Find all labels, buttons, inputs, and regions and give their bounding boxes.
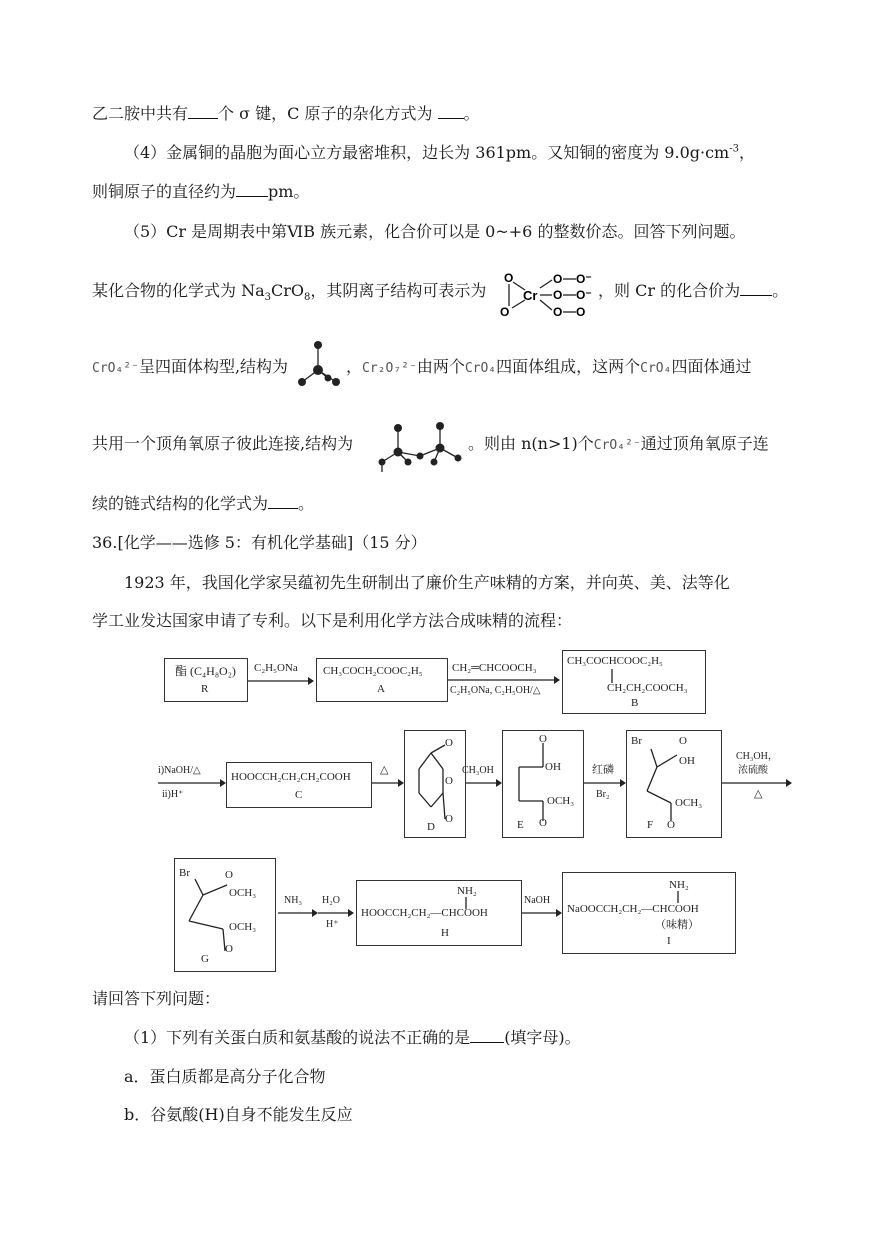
arrow-2-reagent: CH₂═CHCOOCH₃ — [452, 662, 537, 674]
q36-para1: 1923 年，我国化学家吴蕴初先生研制出了廉价生产味精的方案，并向英、美、法等化 — [124, 573, 730, 592]
dichromate-structure — [376, 418, 468, 474]
arrow-1 — [248, 676, 312, 686]
q5-line3a: 共用一个顶角氧原子彼此连接,结构为 — [92, 434, 354, 453]
q5-line1: 某化合物的化学式为 $Na_3CrO_8$，其阴离子结构可表示为 — [92, 281, 487, 304]
svg-text:O: O — [553, 288, 563, 302]
arrow-2-conditions: C₂H₅ONa, C₂H₅OH/△ — [450, 685, 541, 696]
q5-line4: 续的链式结构的化学式为 。 — [92, 494, 315, 513]
arrow-3 — [158, 778, 224, 788]
arrow-9 — [318, 908, 352, 918]
option-a[interactable]: a．蛋白质都是高分子化合物 — [124, 1067, 326, 1086]
arrow-6-reagent2: Br₂ — [596, 789, 610, 800]
q5-line2b: ，Cr₂O₇²⁻由两个CrO₄四面体组成，这两个CrO₄四面体通过 — [346, 357, 752, 376]
arrow-4 — [372, 778, 402, 788]
arrow-3-step1: i)NaOH/△ — [158, 765, 201, 776]
arrow-9-reagent: H₂O — [322, 895, 340, 906]
arrow-8 — [278, 908, 316, 918]
svg-text:O: O — [576, 305, 586, 319]
q5-line3b: 。则由 n(n>1)个CrO₄²⁻通过顶角氧原子连 — [468, 434, 769, 453]
svg-text:O: O — [500, 305, 510, 319]
compound-A: CH₃COCH₂COOC₂H₅ A — [316, 658, 448, 702]
arrow-1-label: C₂H₅ONa — [254, 662, 298, 674]
compound-R: 酯 (C₄H₈O₂) R — [164, 658, 248, 702]
answer-blank[interactable] — [236, 182, 268, 197]
svg-text:O⁻: O⁻ — [576, 272, 592, 286]
arrow-5 — [466, 778, 500, 788]
answer-blank[interactable] — [438, 104, 464, 119]
arrow-7 — [722, 778, 792, 788]
svg-text:O⁻: O⁻ — [576, 288, 592, 302]
compound-D: O O O D — [404, 730, 466, 838]
arrow-6-reagent: 红磷 — [592, 764, 614, 776]
compound-E: O OH OCH₃ O E — [502, 730, 584, 838]
compound-F: Br O OH OCH₃ O F — [626, 730, 722, 838]
option-b[interactable]: b．谷氨酸(H)自身不能发生反应 — [124, 1105, 353, 1124]
compound-G: Br O OCH₃ OCH₃ O G — [174, 858, 276, 972]
compound-H: NH₂ HOOCCH₂CH₂—CHCOOH H — [356, 880, 522, 946]
svg-text:Cr: Cr — [523, 288, 538, 303]
arrow-10 — [522, 908, 560, 918]
q36-ask: 请回答下列问题： — [92, 989, 221, 1008]
arrow-4-label: △ — [380, 764, 389, 776]
compound-C: HOOCCH₂CH₂CH₂COOH C — [226, 762, 372, 808]
q3-line: 乙二胺中共有 个 σ 键，C 原子的杂化方式为 。 — [92, 104, 480, 123]
arrow-7-catalyst: 浓硫酸 — [738, 765, 768, 776]
anion-structure — [496, 266, 600, 322]
q5-intro: （5）Cr 是周期表中第ⅥB 族元素，化合价可以是 0~+6 的整数价态。回答下列问题。 — [124, 222, 746, 241]
arrow-5-label: CH₃OH — [462, 765, 494, 776]
arrow-7-reagent: CH₃OH， — [736, 751, 778, 762]
answer-blank[interactable] — [268, 494, 298, 509]
q36-q1: （1）下列有关蛋白质和氨基酸的说法不正确的是 (填字母)。 — [124, 1028, 581, 1047]
arrow-8-label: NH₃ — [284, 895, 302, 906]
svg-text:O: O — [553, 305, 563, 319]
arrow-9-acid: H⁺ — [326, 919, 339, 930]
answer-blank[interactable] — [740, 281, 772, 296]
arrow-3-step2: ii)H⁺ — [162, 789, 184, 800]
q36-title: 36.[化学——选修 5：有机化学基础]（15 分） — [92, 533, 427, 552]
arrow-10-label: NaOH — [524, 895, 551, 906]
arrow-7-heat: △ — [754, 788, 763, 800]
q4-line2: 则铜原子的直径约为 pm。 — [92, 182, 310, 201]
q36-para2: 学工业发达国家申请了专利。以下是利用化学方法合成味精的流程： — [92, 611, 573, 630]
arrow-6 — [584, 778, 624, 788]
q4-line1: （4）金属铜的晶胞为面心立方最密堆积，边长为 361pm。又知铜的密度为 $9.0g\cdot cm^{-3}$， — [124, 143, 755, 162]
compound-B: CH₃COCHCOOC₂H₅ CH₂CH₂COOCH₃ B — [562, 650, 706, 714]
svg-text:O: O — [504, 271, 514, 285]
tetrahedron-structure — [298, 340, 344, 390]
compound-I: NH₂ NaOOCCH₂CH₂—CHCOOH （味精） I — [562, 872, 736, 954]
answer-blank[interactable] — [470, 1028, 504, 1043]
q5-line2a: CrO₄²⁻呈四面体构型,结构为 — [92, 357, 289, 376]
svg-text:O: O — [553, 272, 563, 286]
answer-blank[interactable] — [188, 104, 218, 119]
q5-line1-end: ，则 Cr 的化合价为 。 — [598, 281, 789, 300]
